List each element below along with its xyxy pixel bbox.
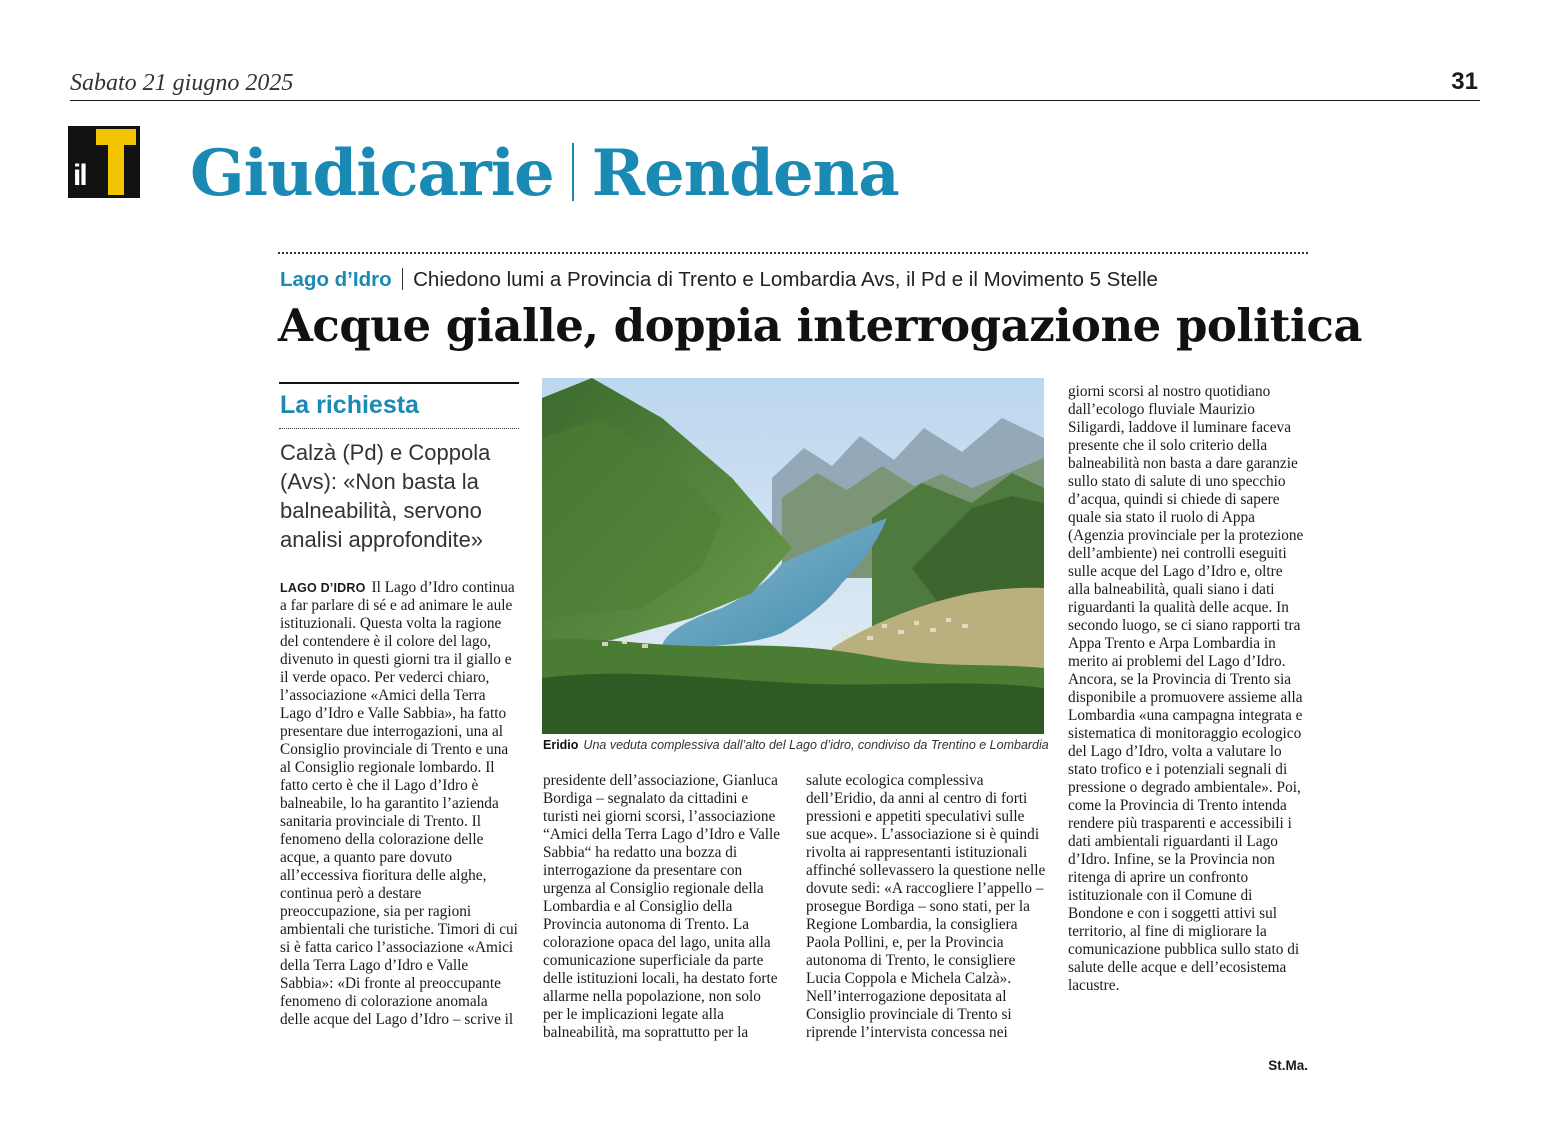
section-left: Giudicarie — [190, 136, 554, 211]
newspaper-logo — [68, 126, 140, 226]
article-headline: Acque gialle, doppia interrogazione politica — [278, 299, 1363, 352]
issue-date: Sabato 21 giugno 2025 — [70, 70, 294, 96]
logo-t-shape — [96, 129, 136, 195]
article-column-4 — [1068, 383, 1308, 995]
article-column-3 — [806, 772, 1046, 1042]
column-1-text: Il Lago d’Idro continua a far parlare di sé e ad animare le aule istituzionali. Questa volta la ragione del contendere è il colore del lago, divenuto in questi giorni tra il giallo e il verde opaco. Per vederci chiaro, l’associazione «Amici della Terra Lago d’Idro e Valle Sabbia», ha fatto presentare due interrogazioni, una al Consiglio provinciale di Trento e una al Consiglio regionale lombardo. Il fatto certo è che il Lago d’Idro è balneabile, lo ha garantito l’azienda sanitaria provinciale di Trento. Il fenomeno della colorazione delle acque, a quanto pare dovuto all’eccessiva fioritura delle alghe, continua però a destare preoccupazione, sia per ragioni ambientali che turistiche. Timori di cui si è fatta carico l’associazione «Amici della Terra Lago d’Idro e Valle Sabbia»: «Di fronte al preoccupante fenomeno di colorazione anomala delle acque del Lago d’Idro – scrive il — [280, 579, 518, 1028]
kicker-divider — [402, 268, 404, 290]
lake-landscape-image — [542, 378, 1044, 734]
column-2-text: presidente dell’associazione, Gianluca Bordiga – segnalato da cittadini e turisti nei giorni scorsi, l’associazione “Amici della Terra Lago d’Idro e Valle Sabbia“ ha redatto una bozza di interrogazione da presentare con urgenza al Consiglio regionale della Lombardia e al Consiglio della Provincia autonoma di Trento. La colorazione opaca del lago, unita alla comunicazione superficiale da parte delle istituzioni locali, ha destato forte allarme nella popolazione, non solo per le implicazioni legate alla balneabilità, ma soprattutto per la — [543, 772, 781, 1041]
header-rule — [70, 100, 1480, 101]
photo-caption — [543, 738, 1049, 752]
lake-photo — [542, 378, 1044, 734]
author-signature: St.Ma. — [1268, 1058, 1308, 1073]
box-label: La richiesta — [280, 391, 419, 419]
section-title — [190, 132, 899, 216]
kicker-place: Lago d’Idro — [280, 268, 392, 291]
article-column-2 — [543, 772, 783, 1042]
dateline: LAGO D’IDRO — [280, 581, 366, 595]
kicker-text: Chiedono lumi a Provincia di Trento e Lombardia Avs, il Pd e il Movimento 5 Stelle — [413, 268, 1158, 291]
page-number: 31 — [1451, 68, 1478, 95]
caption-text: Una veduta complessiva dall’alto del Lago d’idro, condiviso da Trentino e Lombardia — [583, 738, 1049, 752]
box-top-rule — [279, 382, 519, 384]
box-quote: Calzà (Pd) e Coppola (Avs): «Non basta la balneabilità, servono analisi approfondite» — [280, 440, 491, 552]
article-kicker — [280, 268, 1158, 292]
column-4-text: giorni scorsi al nostro quotidiano dall’ecologo fluviale Maurizio Siligardi, laddove il luminare faceva presente che il solo criterio della balneabilità non basta a dare garanzie sullo stato di salute di uno specchio d’acqua, quindi si chiede di sapere quale sia stato il ruolo di Appa (Agenzia provinciale per la protezione dell’ambiente) nei controlli eseguiti sulle acque del Lago d’Idro e, oltre alla balneabilità, quali siano i dati riguardanti la qualità delle acque. In secondo luogo, se ci siano rapporti tra Appa Trento e Arpa Lombardia in merito ai problemi del Lago d’Idro. Ancora, se la Provincia di Trento sia disponibile a promuovere assieme alla Lombardia «una campagna integrata e sistematica di monitoraggio ecologico del Lago d’Idro, volta a valutare lo stato trofico e i potenziali segnali di pressione o degrado ambientale». Poi, come la Provincia di Trento intenda rendere più trasparenti e accessibili i dati ambientali riguardanti il Lago d’Idro. Infine, se la Provincia non ritenga di aprire un confronto istituzionale con il Comune di Bondone e con i soggetti attivi sul territorio, al fine di migliorare la comunicazione pubblica sullo stato di salute delle acque e dell’ecosistema lacustre. — [1068, 383, 1304, 994]
section-divider — [572, 143, 574, 201]
caption-title: Eridio — [543, 738, 579, 752]
article-column-1 — [280, 579, 520, 1029]
column-3-text: salute ecologica complessiva dell’Eridio, da anni al centro di forti pressioni e appetiti speculativi sulle sue acque». L’associazione si è quindi rivolta ai rappresentanti istituzionali affinché sollevassero la questione nelle dovute sedi: «A raccogliere l’appello – prosegue Bordiga – sono stati, per la Regione Lombardia, la consigliera Paola Pollini, e, per la Provincia autonoma di Trento, le consigliere Lucia Coppola e Michela Calzà». Nell’interrogazione depositata al Consiglio provinciale di Trento si riprende l’intervista concessa nei — [806, 772, 1046, 1041]
box-dotted-rule — [279, 428, 519, 429]
logo-lettering: il T — [73, 159, 90, 226]
section-right: Rendena — [591, 136, 899, 211]
article-top-dotted-rule — [278, 252, 1308, 254]
